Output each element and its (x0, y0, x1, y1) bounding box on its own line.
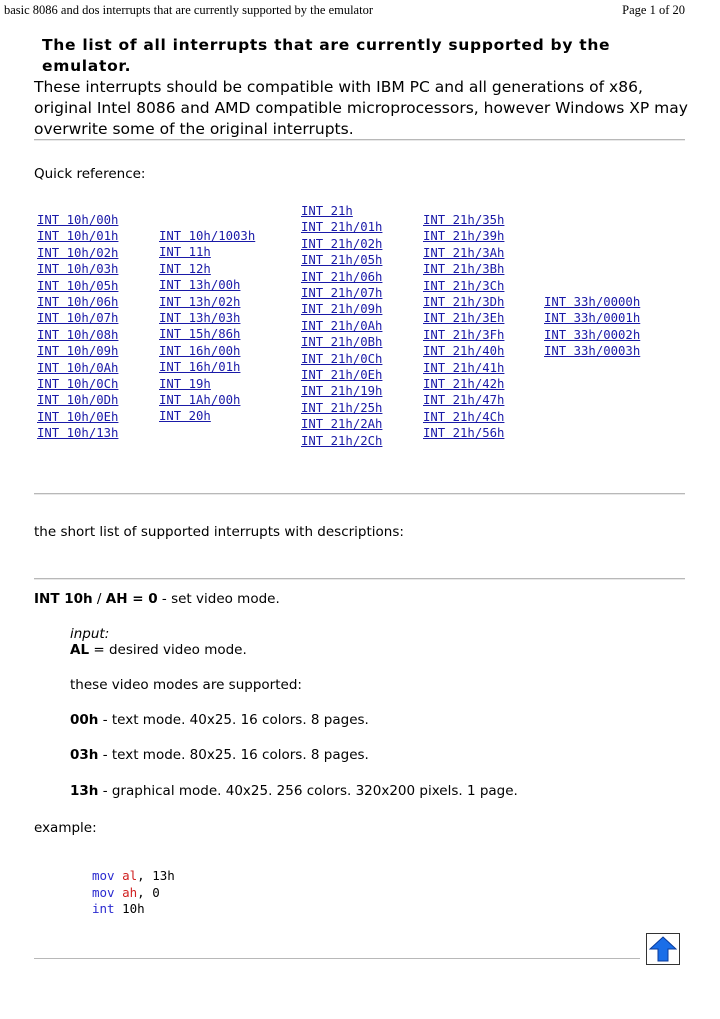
quick-ref-link[interactable]: INT 21h/2Ch (301, 433, 383, 448)
quick-ref-link[interactable]: INT 21h/01h (301, 220, 383, 235)
document-title: basic 8086 and dos interrupts that are currently supported by the emulator (4, 3, 373, 17)
quick-ref-link[interactable]: INT 13h/02h (159, 294, 241, 309)
quick-ref-link[interactable]: INT 21h/3Eh (423, 311, 505, 326)
quick-ref-link[interactable]: INT 21h/3Fh (423, 327, 505, 342)
quick-ref-link[interactable]: INT 21h/09h (301, 302, 383, 317)
quick-ref-link[interactable]: INT 21h/19h (301, 384, 383, 399)
quick-ref-link[interactable]: INT 21h (301, 204, 353, 218)
quick-ref-link[interactable]: INT 21h/25h (301, 400, 383, 415)
page-header (0, 0, 720, 22)
code-line (92, 868, 175, 885)
quick-ref-link[interactable]: INT 10h/00h (37, 213, 119, 227)
quick-ref-link[interactable]: INT 10h/06h (37, 295, 119, 310)
mode-item (70, 747, 369, 763)
quick-ref-link[interactable]: INT 10h/07h (37, 311, 119, 326)
quick-ref-link[interactable]: INT 10h/03h (37, 262, 119, 277)
back-to-top-button[interactable] (646, 933, 680, 965)
input-label (70, 626, 109, 642)
quick-ref-column-4 (423, 212, 504, 442)
code-line (92, 901, 175, 918)
quick-ref-link[interactable]: INT 21h/3Bh (423, 262, 505, 277)
quick-ref-link[interactable]: INT 33h/0003h (544, 344, 641, 359)
quick-ref-link[interactable]: INT 10h/1003h (159, 229, 256, 243)
quick-ref-link[interactable]: INT 21h/35h (423, 213, 505, 227)
mode-description: - graphical mode. 40x25. 256 colors. 320x200 pixels. 1 page. (98, 783, 518, 799)
quick-ref-link[interactable]: INT 10h/01h (37, 229, 119, 244)
quick-ref-link[interactable]: INT 21h/47h (423, 393, 505, 408)
quick-ref-link[interactable]: INT 13h/00h (159, 278, 241, 293)
input-label-text: input: (70, 626, 110, 642)
quick-ref-link[interactable]: INT 20h (159, 409, 211, 424)
up-arrow-icon (649, 936, 677, 962)
code-op: int (92, 901, 115, 917)
quick-ref-link[interactable]: INT 19h (159, 376, 211, 391)
intro-section (34, 35, 694, 140)
quick-ref-link[interactable]: INT 21h/39h (423, 229, 505, 244)
quick-ref-column-2 (159, 228, 255, 425)
quick-ref-link[interactable]: INT 21h/3Ah (423, 245, 505, 260)
intro-title: The list of all interrupts that are currently supported by the emulator. (42, 36, 611, 75)
quick-ref-link[interactable]: INT 10h/13h (37, 426, 119, 441)
mode-code: 03h (70, 747, 99, 763)
quick-ref-column-3 (301, 203, 382, 449)
quick-ref-column-5 (544, 294, 640, 360)
quick-ref-link[interactable]: INT 10h/08h (37, 327, 119, 342)
quick-ref-link[interactable]: INT 12h (159, 261, 211, 276)
mode-code: 00h (70, 712, 99, 728)
quick-ref-link[interactable]: INT 15h/86h (159, 327, 241, 342)
code-op: mov (92, 868, 115, 883)
quick-ref-link[interactable]: INT 21h/3Dh (423, 295, 505, 310)
quick-ref-link[interactable]: INT 21h/41h (423, 360, 505, 375)
quick-ref-link[interactable]: INT 21h/56h (423, 426, 505, 441)
quick-ref-link[interactable]: INT 21h/0Eh (301, 368, 383, 383)
al-description: = desired video mode. (89, 642, 247, 658)
quick-ref-link[interactable]: INT 21h/4Ch (423, 409, 505, 424)
mode-description: - text mode. 40x25. 16 colors. 8 pages. (98, 712, 369, 728)
quick-ref-link[interactable]: INT 21h/40h (423, 344, 505, 359)
short-list-label: the short list of supported interrupts with descriptions: (34, 524, 404, 540)
mode-code: 13h (70, 783, 99, 799)
mode-description: - text mode. 80x25. 16 colors. 8 pages. (98, 747, 369, 763)
quick-ref-link[interactable]: INT 33h/0000h (544, 295, 641, 309)
code-rest: , 0 (137, 884, 160, 900)
divider (34, 493, 685, 495)
code-block (92, 868, 175, 918)
entry-int-label: INT 10h (34, 591, 93, 607)
quick-ref-link[interactable]: INT 16h/01h (159, 360, 241, 375)
quick-ref-link[interactable]: INT 21h/07h (301, 286, 383, 301)
entry-ah-label: AH = 0 (105, 591, 158, 607)
mode-item (70, 712, 369, 728)
page-number: Page 1 of 20 (622, 3, 685, 17)
entry-description: - set video mode. (157, 591, 280, 607)
quick-ref-link[interactable]: INT 10h/0Dh (37, 393, 119, 408)
quick-ref-link[interactable]: INT 10h/0Eh (37, 409, 119, 424)
quick-ref-link[interactable]: INT 21h/42h (423, 377, 505, 392)
code-reg: al (122, 868, 138, 883)
quick-ref-link[interactable]: INT 16h/00h (159, 343, 241, 358)
code-rest: 10h (114, 901, 145, 917)
quick-ref-link[interactable]: INT 10h/05h (37, 278, 119, 293)
code-op: mov (92, 884, 115, 900)
quick-ref-link[interactable]: INT 13h/03h (159, 311, 241, 326)
code-line (92, 885, 175, 902)
quick-ref-link[interactable]: INT 21h/3Ch (423, 278, 505, 293)
quick-reference-label: Quick reference: (34, 166, 146, 182)
quick-ref-link[interactable]: INT 11h (159, 245, 211, 260)
modes-intro: these video modes are supported: (70, 677, 302, 693)
quick-ref-link[interactable]: INT 10h/0Ah (37, 360, 119, 375)
quick-ref-link[interactable]: INT 21h/0Bh (301, 335, 383, 350)
code-reg: ah (122, 884, 138, 900)
quick-ref-column-1 (37, 212, 118, 442)
quick-ref-link[interactable]: INT 10h/09h (37, 344, 119, 359)
divider (34, 139, 685, 141)
entry-heading (34, 591, 280, 607)
quick-ref-link[interactable]: INT 33h/0002h (544, 327, 641, 342)
mode-item (70, 783, 518, 799)
entry-separator: / (92, 591, 106, 607)
divider (34, 578, 685, 580)
al-line (70, 642, 247, 658)
quick-ref-link[interactable]: INT 21h/02h (301, 236, 383, 251)
quick-ref-link[interactable]: INT 33h/0001h (544, 311, 641, 326)
intro-paragraph: These interrupts should be compatible with IBM PC and all generations of x86, original Intel 8086 and AMD compatible microprocessors, however Windows XP may overwrite some of the original interrupts. (34, 78, 688, 138)
code-rest: , 13h (137, 868, 175, 883)
quick-ref-link[interactable]: INT 21h/06h (301, 269, 383, 284)
quick-ref-link[interactable]: INT 21h/0Ah (301, 318, 383, 333)
quick-ref-link[interactable]: INT 1Ah/00h (159, 393, 241, 408)
al-register: AL (70, 642, 90, 658)
quick-ref-link[interactable]: INT 21h/0Ch (301, 351, 383, 366)
divider (34, 958, 640, 959)
quick-ref-link[interactable]: INT 21h/05h (301, 253, 383, 268)
quick-ref-link[interactable]: INT 21h/2Ah (301, 417, 383, 432)
quick-ref-link[interactable]: INT 10h/0Ch (37, 377, 119, 392)
quick-ref-link[interactable]: INT 10h/02h (37, 245, 119, 260)
example-label: example: (34, 820, 97, 836)
